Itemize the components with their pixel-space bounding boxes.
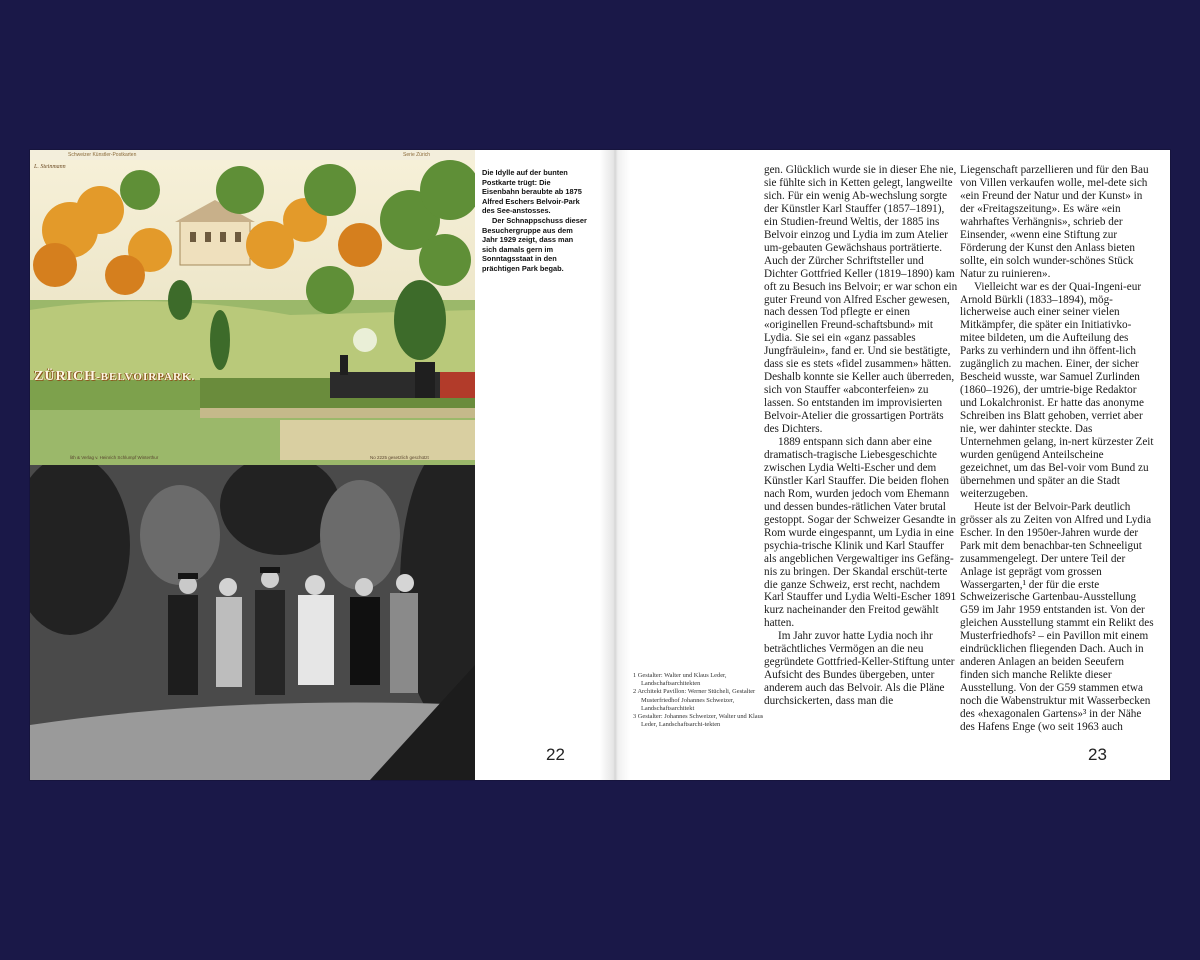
page-number-left: 22 — [546, 745, 565, 764]
body-paragraph: Heute ist der Belvoir-Park deutlich grösser als zu Zeiten von Alfred und Lydia Escher. In den 1950er-Jahren wurde der Park mit dem benachbar-ten Schneeligut zusammengelegt. Der untere Teil der Anlage ist geprägt vom grossen Wassergarten,¹ der für die erste Schweizerische Gartenbau-Ausstellung G59 im Jahr 1959 entstanden ist. Von der gleichen Ausstellung stammt ein Relikt des Musterfriedhofs² – ein Pavillon mit einem eindrücklichen fliegenden Dach. Auch in anderen Anlagen an beiden Seeufern finden sich manche Relikte dieser Ausstellung. Von der G59 stammen etwa noch die Wabenstruktur mit Wasserbecken des «hexagonalen Gartens»³ in der Nähe des Hafens Enge (wo seit 1963 auch — [960, 500, 1154, 733]
footnote: 2 Architekt Pavillon: Werner Stücheli, Gestalter Musterfriedhof Johannes Schweizer, Landschaftsarchitekt — [633, 688, 756, 712]
footnotes — [633, 672, 781, 729]
caption-paragraph: Der Schnappschuss dieser Besuchergruppe aus dem Jahr 1929 zeigt, dass man sich damals gern im Sonntagsstaat in den prächtigen Park begab. — [482, 215, 587, 273]
postcard-header-right: Serie Zürich — [403, 152, 430, 158]
body-paragraph: gen. Glücklich wurde sie in dieser Ehe nie, sie fühlte sich in Ketten gelegt, langweilte sich. Für ein wenig Ab-wechslung sorgte der Künstler Karl Stauffer (1857–1891), ein Studien-freund Weltis, der 1885 ins Belvoir einzog und Lydia im zum Atelier um-gebauten Gewächshaus porträtierte. Auch der Zürcher Schriftsteller und Dichter Gottfried Keller (1819–1890) kam oft zu Besuch ins Belvoir; er war schon ein guter Freund von Alfred Escher gewesen, nach dessen Tod pflegte er einen «originellen Freund-schaftsbund» mit Lydia. Sie sei ein «ganz passables Jungfräulein», fand er. Und sie bestätigte, dass sie es stets «fidel zusammen» hätten. Deshalb konnte sie Keller auch überreden, sich von Stauffer «abconterfeien» zu lassen. So entstanden im improvisierten Belvoir-Atelier die grossartigen Porträts des Dichters. — [764, 164, 958, 436]
postcard-footer-right: No 2225 gesetzlich geschützt — [370, 455, 429, 460]
postcard-artwork — [30, 150, 475, 465]
postcard-signature: L. Steinmann — [34, 164, 66, 170]
body-paragraph: Liegenschaft parzellieren und für den Bau von Villen verkaufen wolle, mel-dete sich «ein Freund der Natur und der Kunst» in der «Freitagszeitung». Es wäre «ein wahrhaftes Verhängnis», schrieb der Einsender, «wenn eine Stiftung zur Förderung der Kunst den Anlass bieten sollte, ein solch wunder-schönes Stück Natur zu ruinieren». — [960, 164, 1149, 280]
footnote: 1 Gestalter: Walter und Klaus Leder, Landschaftsarchitekten — [633, 672, 727, 688]
body-column-1 — [764, 164, 958, 708]
body-paragraph: Vielleicht war es der Quai-Ingeni-eur Arnold Bürkli (1833–1894), mög-licherweise auch einer seiner vielen Mitkämpfer, die später ein Initiativko-mitee bildeten, um die Aufteilung des Parks zu verhindern und ihn öffent-lich zugänglich zu machen. Einer, der sicher Bescheid wusste, war Samuel Zurlinden (1860–1926), der umtrie-bige Redaktor und Lokalchronist. Er hatte das anonyme Schreiben ins Blatt gehoben, verriet aber nie, wer dahinter steckte. Das Unternehmen gelang, in-nert kürzester Zeit wurden genügend Anteilscheine gezeichnet, um das Bel-voir vom Bund zu übernehmen und später an die Stadt weiterzugeben. — [960, 280, 1154, 500]
postcard-header-left: Schweizer Künstler-Postkarten — [68, 152, 137, 158]
body-paragraph: 1889 entspann sich dann aber eine dramatisch-tragische Liebesgeschichte zwischen Lydia Welti-Escher und dem Künstler Karl Stauffer. Die beiden flohen nach Rom, wurden jedoch vom Ehemann und dessen bundes-rätlichen Vater brutal gestoppt. Sogar der Schweizer Gesandte in Rom wurde eingespannt, um Lydia in eine psychia-trische Klinik und Karl Stauffer als angeblichen Vergewaltiger ins Gefäng-nis zu bringen. Der Skandal erschüt-terte die ganze Schweiz, erst recht, nachdem Karl Stauffer und Lydia Welti-Escher 1891 kurz nacheinander den Freitod gewählt hatten. — [764, 436, 957, 630]
photo-caption — [482, 168, 587, 274]
photo-artwork — [30, 465, 475, 780]
body-column-2 — [960, 164, 1154, 734]
caption-paragraph: Die Idylle auf der bunten Postkarte trügt: Die Eisenbahn beraubte ab 1875 Alfred Eschers Belvoir-Park des See-anstosses. — [482, 168, 582, 216]
footnote: 3 Gestalter: Johannes Schweizer, Walter und Klaus Leder, Landschaftsarchi-tekten — [633, 713, 764, 729]
book-spread — [30, 150, 1170, 780]
postcard-footer-left: lith & Verlag v. Heinrich Schlumpf Winterthur — [70, 455, 159, 460]
page-number-right: 23 — [1088, 745, 1107, 764]
postcard-title: ZÜRICH-BELVOIRPARK. — [34, 369, 196, 384]
postcard-illustration — [30, 150, 475, 465]
body-paragraph: Im Jahr zuvor hatte Lydia noch ihr beträchtliches Vermögen an die neu gegründete Gottfried-Keller-Stiftung unter Aufsicht des Bundes übergeben, unter anderem auch das Belvoir. Als die Pläne durchsickerten, dass man die — [764, 630, 955, 708]
visitor-group-photo — [30, 465, 475, 780]
book-gutter — [600, 150, 630, 780]
